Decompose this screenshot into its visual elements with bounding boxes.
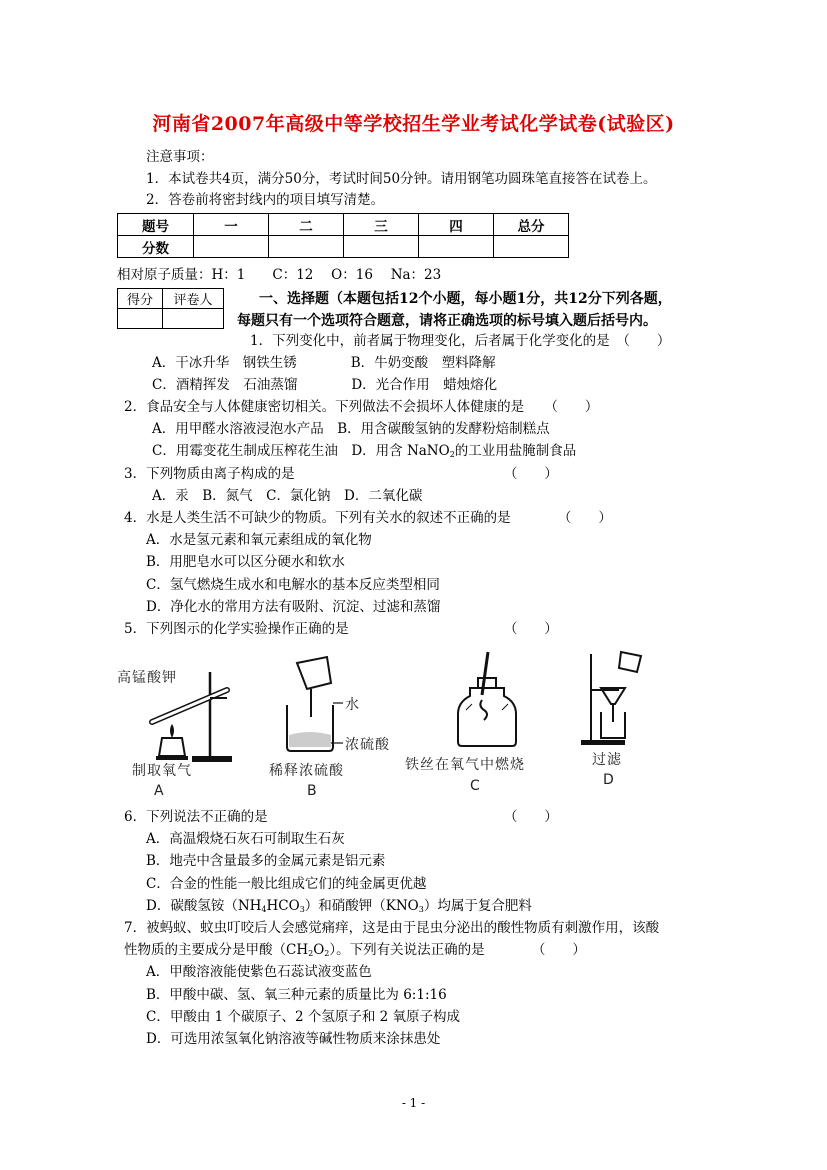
figure-b-letter: B (307, 783, 318, 799)
q4-option-a: A．水是氢元素和氧元素组成的氧化物 (146, 532, 372, 548)
q6-option-b: B．地壳中含量最多的金属元素是铝元素 (146, 853, 386, 869)
q1-options-row-2: C．酒精挥发 石油蒸馏 D．光合作用 蜡烛熔化 (152, 377, 498, 393)
figure-c-letter: C (470, 778, 481, 794)
figure-b-caption: 稀释浓硫酸 (269, 763, 344, 779)
subscript: 2 (308, 949, 314, 958)
q2-row2-text: C．用霉变花生制成压榨花生油 D．用含 NaNO (152, 443, 450, 459)
figure-a-letter: A (154, 783, 165, 799)
figure-b-acid-label: 浓硫酸 (345, 737, 390, 753)
q7-stem-line-1: 7．被蚂蚁、蚊虫叮咬后人会感觉痛痒，这是由于昆虫分泌出的酸性物质有刺激作用，该酸 (124, 920, 660, 936)
section-1-heading: 一、选择题（本题包括12个小题，每小题1分，共12分下列各题， (259, 291, 672, 307)
q2-row2-text-end: 的工业用盐腌制食品 (454, 443, 577, 459)
lab-figures (117, 650, 677, 805)
figure-a-reagent-label: 高锰酸钾 (117, 670, 177, 686)
q4-option-d: D．净化水的常用方法有吸附、沉淀、过滤和蒸馏 (146, 599, 441, 615)
q2-stem: 2．食品安全与人体健康密切相关。下列做法不会损坏人体健康的是 （ ） (124, 399, 599, 415)
q3-options: A．汞 B．氮气 C．氯化钠 D．二氧化碳 (152, 488, 423, 504)
q7-option-b: B．甲酸中碳、氢、氧三种元素的质量比为 6:1:16 (146, 987, 447, 1003)
score-cell[interactable] (344, 236, 419, 258)
q7-text: 性物质的主要成分是甲酸（CH (124, 942, 309, 958)
q7-option-d: D．可选用浓氢氧化钠溶液等碱性物质来涂抹患处 (146, 1031, 441, 1047)
subscript: 4 (261, 905, 267, 914)
score-cell[interactable] (194, 236, 269, 258)
q6-d-text: ）均属于复合肥料 (423, 898, 532, 914)
q5-stem: 5．下列图示的化学实验操作正确的是 （ ） (124, 621, 558, 637)
figure-d-letter: D (603, 772, 615, 788)
grader-name-cell[interactable] (163, 309, 224, 329)
q7-text: O (313, 942, 325, 958)
q6-d-text: HCO (266, 898, 300, 914)
q3-stem: 3．下列物质由离子构成的是 （ ） (124, 466, 558, 482)
q2-options-row-1: A．用甲醛水溶液浸泡水产品 B．用含碳酸氢钠的发酵粉焙制糕点 (152, 421, 550, 437)
grader-score-label: 得分 (118, 289, 163, 309)
q1-options-row-1: A．干冰升华 钢铁生锈 B．牛奶变酸 塑料降解 (152, 355, 496, 371)
score-table-row (118, 236, 569, 258)
subscript: 3 (418, 905, 424, 914)
q6-d-text: ）和硝酸钾（KNO (304, 898, 419, 914)
notice-item-2: 2．答卷前将密封线内的项目填写清楚。 (146, 192, 385, 208)
figure-b-water-label: 水 (345, 697, 360, 713)
page-number: - 1 - (401, 1096, 426, 1110)
score-table-header: 二 (269, 214, 344, 236)
atomic-mass-line: 相对原子质量：H：1 C：12 O：16 Na：23 (117, 267, 442, 283)
exam-title: 河南省2007年高级中等学校招生学业考试化学试卷(试验区) (152, 113, 675, 135)
figure-d-apparatus (579, 650, 649, 750)
q4-option-b: B．用肥皂水可以区分硬水和软水 (146, 554, 345, 570)
subscript: 3 (299, 905, 305, 914)
subscript: 2 (449, 450, 455, 459)
q6-d-text: D．碳酸氢铵（NH (146, 898, 262, 914)
q6-stem: 6．下列说法不正确的是 （ ） (124, 809, 558, 825)
q4-option-c: C．氢气燃烧生成水和电解水的基本反应类型相同 (146, 577, 440, 593)
score-table-header-row (118, 214, 569, 236)
figure-c-caption: 铁丝在氧气中燃烧 (405, 757, 525, 773)
notice-item-1: 1．本试卷共4页，满分50分，考试时间50分钟。请用钢笔功圆珠笔直接答在试卷上。 (146, 171, 657, 187)
score-table-header: 总分 (494, 214, 569, 236)
score-table-header: 一 (194, 214, 269, 236)
figure-a-caption: 制取氧气 (132, 763, 192, 779)
score-cell[interactable] (494, 236, 569, 258)
grader-table (117, 288, 224, 329)
notice-heading: 注意事项： (146, 149, 214, 165)
figure-c-apparatus (452, 650, 527, 750)
score-cell[interactable] (269, 236, 344, 258)
q7-stem-line-2 (124, 941, 586, 963)
q2-options-row-2 (152, 442, 576, 464)
score-table (117, 213, 569, 258)
subscript: 2 (324, 949, 330, 958)
score-row-label: 分数 (118, 236, 194, 258)
figure-d-caption: 过滤 (592, 752, 622, 768)
q4-stem: 4．水是人类生活不可缺少的物质。下列有关水的叙述不正确的是 （ ） (124, 510, 612, 526)
q6-option-c: C．合金的性能一般比组成它们的纯金属更优越 (146, 876, 427, 892)
grader-score-cell[interactable] (118, 309, 163, 329)
q7-option-a: A．甲酸溶液能使紫色石蕊试液变蓝色 (146, 964, 372, 980)
section-1-instructions: 每题只有一个选项符合题意，请将正确选项的标号填入题后括号内。 (237, 313, 657, 329)
q7-text: ）。下列有关说法正确的是 （ ） (329, 942, 586, 958)
score-table-header: 四 (419, 214, 494, 236)
score-table-header: 题号 (118, 214, 194, 236)
q7-option-c: C．甲酸由 1 个碳原子、2 个氢原子和 2 氧原子构成 (146, 1009, 461, 1025)
q1-stem: 1．下列变化中，前者属于物理变化，后者属于化学变化的是 （ ） (250, 333, 671, 349)
score-cell[interactable] (419, 236, 494, 258)
grader-name-label: 评卷人 (163, 289, 224, 309)
q6-option-d (146, 897, 532, 919)
score-table-header: 三 (344, 214, 419, 236)
q6-option-a: A．高温煅烧石灰石可制取生石灰 (146, 831, 345, 847)
